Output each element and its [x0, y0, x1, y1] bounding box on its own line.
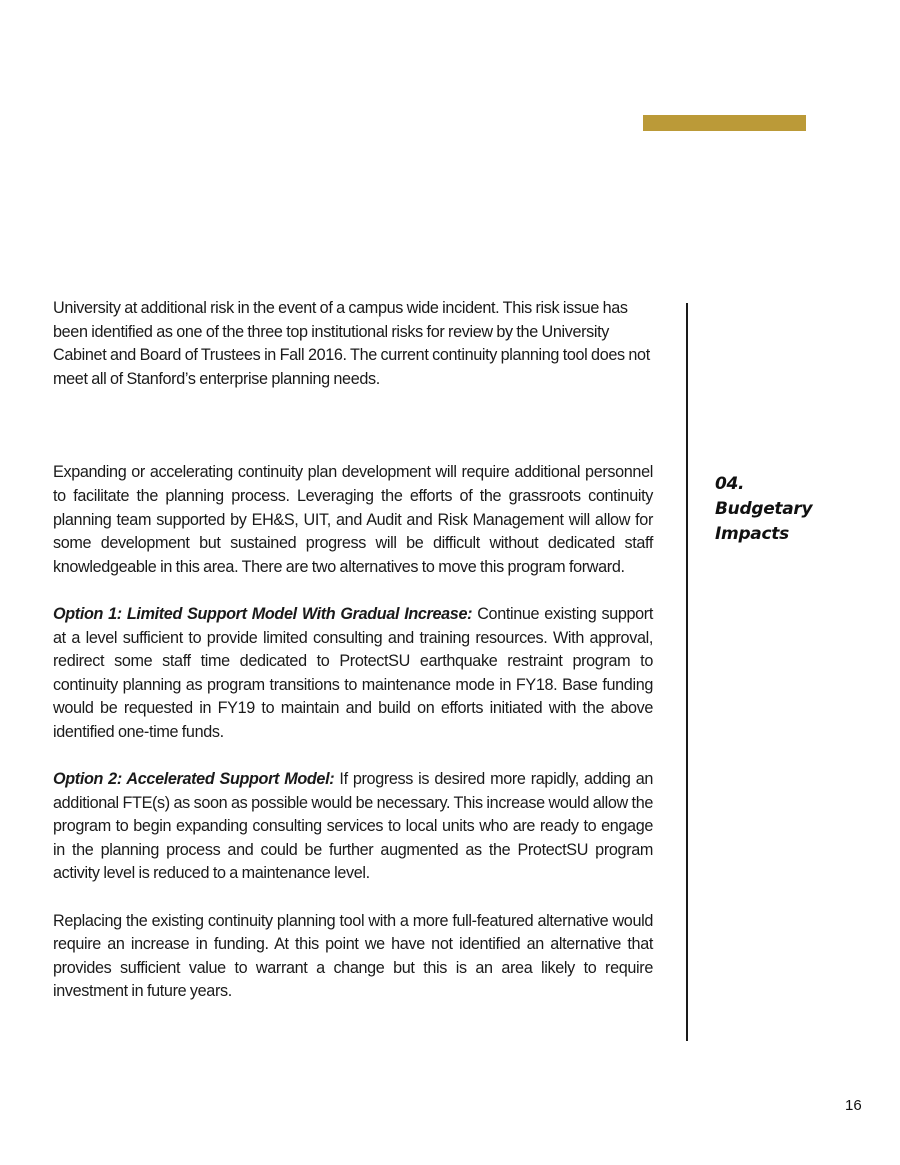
vertical-divider [686, 303, 688, 1041]
paragraph-budget-overview [53, 461, 653, 579]
paragraph-tool-replacement [53, 910, 653, 1004]
section-number: 04. [715, 474, 745, 494]
paragraph-option-2 [53, 768, 653, 886]
paragraph-text: Replacing the existing continuity planning tool with a more full-featured alternative would require an increase in funding. At this point we have not identified an alternative that provides sufficient value to warrant a change but this is an area likely to require investment in future years. [53, 911, 653, 1001]
accent-bar [643, 115, 806, 131]
paragraph-risk-context [53, 297, 653, 391]
body-text-column [53, 297, 653, 1004]
section-heading [715, 472, 812, 547]
paragraph-option-1 [53, 603, 653, 745]
section-title-line-1: Budgetary [715, 499, 813, 519]
paragraph-text: If progress is desired more rapidly, adding an additional FTE(s) as soon as possible would be necessary. This increase would allow the program to begin expanding consulting services to local units who are ready to engage in the planning process and could be further augmented as the ProtectSU program activity level is reduced to a maintenance level. [53, 770, 654, 883]
paragraph-text: Expanding or accelerating continuity plan development will require additional personnel to facilitate the planning process. Leveraging the efforts of the grassroots continuity planning team supported by EH&S, UIT, and Audit and Risk Management will allow for some development but sustained progress will be difficult without dedicated staff knowledgeable in this area. There are two alternatives to move this program forward. [53, 463, 653, 576]
section-title-line-2: Impacts [715, 524, 789, 544]
option-2-label: Option 2: Accelerated Support Model: [53, 770, 335, 789]
option-1-label: Option 1: Limited Support Model With Gradual Increase: [53, 604, 473, 623]
page-number: 16 [845, 1097, 862, 1114]
paragraph-text: Continue existing support at a level sufficient to provide limited consulting and training resources. With approval, redirect some staff time dedicated to ProtectSU earthquake restraint program to continuity planning as program transitions to maintenance mode in FY18. Base funding would be requested in FY19 to maintain and build on efforts initiated with the above identified one-time funds. [53, 604, 653, 741]
paragraph-text: University at additional risk in the event of a campus wide incident. This risk issue has been identified as one of the three top institutional risks for review by the University Cabinet and Board of Trustees in Fall 2016. The current continuity planning tool does not meet all of Stanford’s enterprise planning needs. [53, 299, 650, 388]
